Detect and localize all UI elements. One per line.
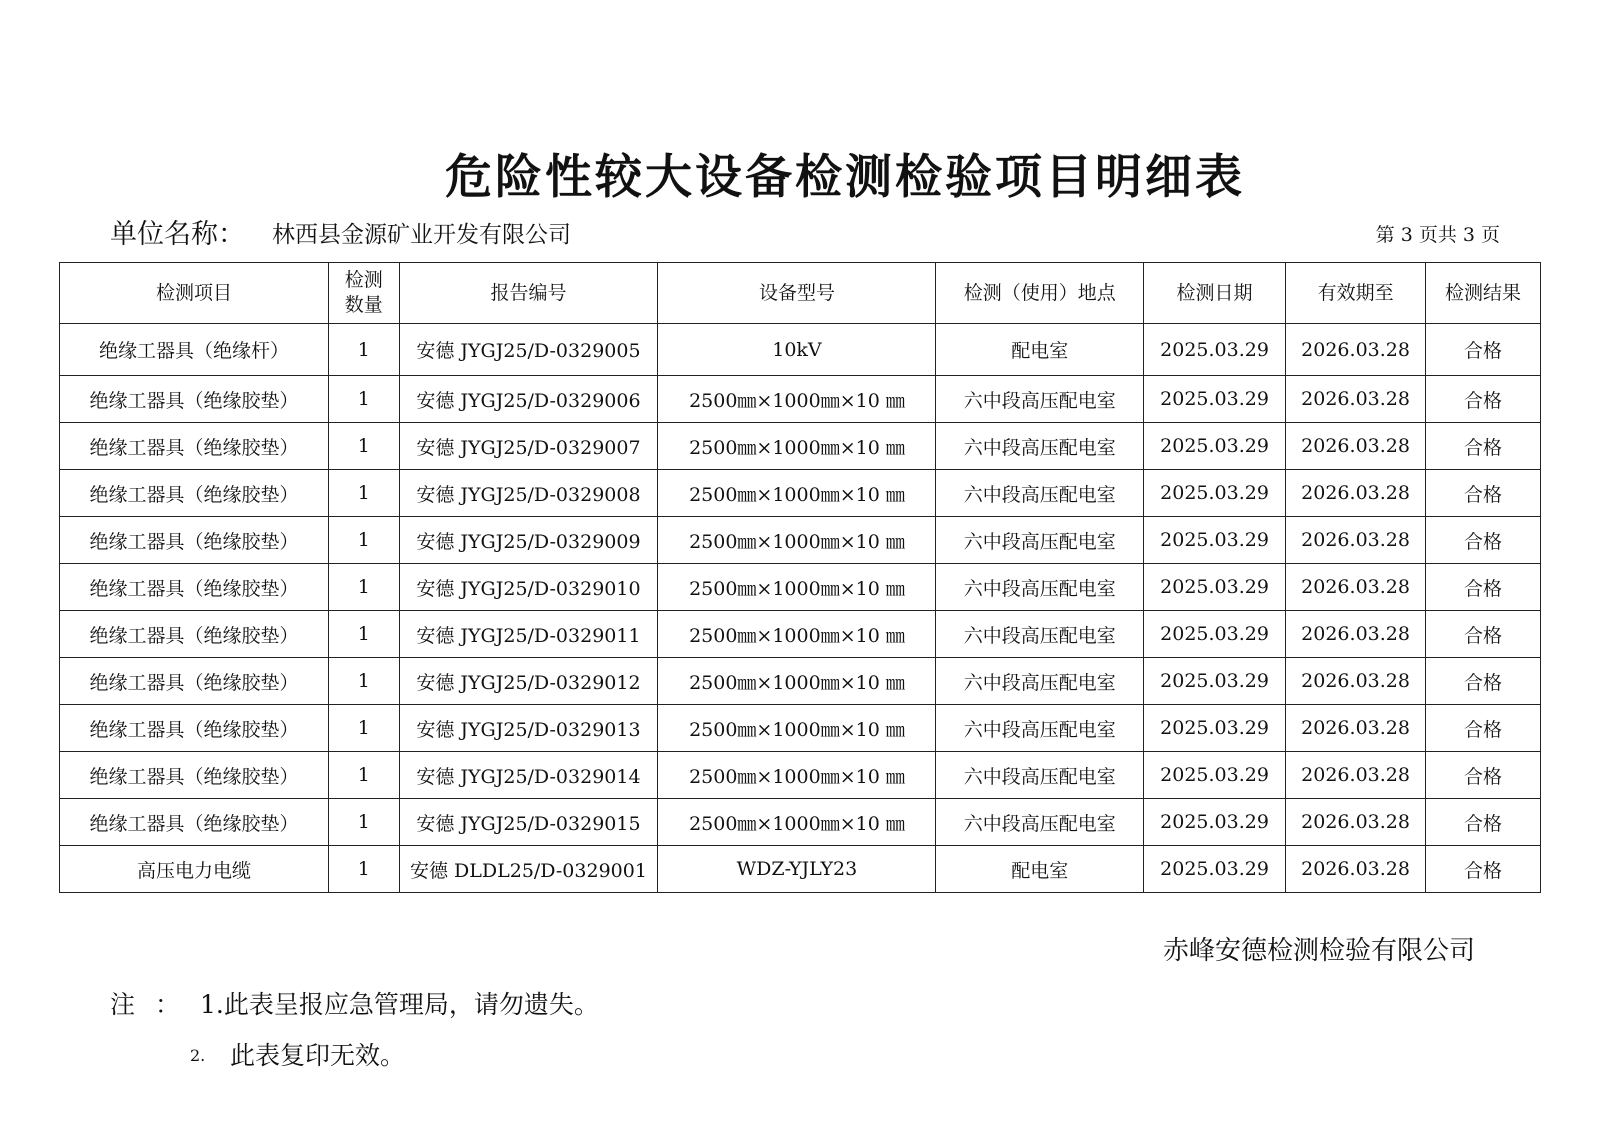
header-result: 检测结果 — [1426, 263, 1541, 324]
table-row — [60, 611, 1541, 658]
table-row — [60, 705, 1541, 752]
cell-valid-until: 2026.03.28 — [1286, 324, 1426, 376]
cell-inspection-item: 绝缘工器具（绝缘胶垫） — [60, 423, 329, 470]
cell-equipment-model: 2500㎜×1000㎜×10 ㎜ — [658, 423, 936, 470]
table-body — [60, 324, 1541, 893]
cell-inspection-date: 2025.03.29 — [1144, 611, 1286, 658]
cell-inspection-date: 2025.03.29 — [1144, 752, 1286, 799]
unit-label: 单位名称： — [110, 219, 245, 250]
cell-inspection-date: 2025.03.29 — [1144, 658, 1286, 705]
cell-inspection-item: 绝缘工器具（绝缘杆） — [60, 324, 329, 376]
cell-inspection-item: 绝缘工器具（绝缘胶垫） — [60, 470, 329, 517]
inspection-detail-table — [59, 262, 1541, 893]
cell-equipment-model: 2500㎜×1000㎜×10 ㎜ — [658, 752, 936, 799]
cell-equipment-model: 2500㎜×1000㎜×10 ㎜ — [658, 799, 936, 846]
table-row — [60, 658, 1541, 705]
cell-valid-until: 2026.03.28 — [1286, 799, 1426, 846]
cell-inspection-date: 2025.03.29 — [1144, 324, 1286, 376]
cell-quantity: 1 — [328, 846, 399, 893]
note-item-2-number: 2. — [190, 1046, 206, 1065]
cell-quantity: 1 — [328, 423, 399, 470]
cell-valid-until: 2026.03.28 — [1286, 846, 1426, 893]
cell-result: 合格 — [1426, 517, 1541, 564]
cell-report-number: 安德 JYGJ25/D-0329006 — [399, 376, 658, 423]
header-location: 检测（使用）地点 — [936, 263, 1144, 324]
table-row — [60, 517, 1541, 564]
cell-location: 配电室 — [936, 846, 1144, 893]
cell-inspection-item: 绝缘工器具（绝缘胶垫） — [60, 705, 329, 752]
cell-valid-until: 2026.03.28 — [1286, 423, 1426, 470]
table-row — [60, 752, 1541, 799]
cell-location: 六中段高压配电室 — [936, 705, 1144, 752]
cell-location: 六中段高压配电室 — [936, 376, 1144, 423]
cell-report-number: 安德 JYGJ25/D-0329013 — [399, 705, 658, 752]
cell-inspection-date: 2025.03.29 — [1144, 846, 1286, 893]
cell-inspection-item: 高压电力电缆 — [60, 846, 329, 893]
cell-quantity: 1 — [328, 611, 399, 658]
cell-equipment-model: 2500㎜×1000㎜×10 ㎜ — [658, 564, 936, 611]
cell-inspection-item: 绝缘工器具（绝缘胶垫） — [60, 611, 329, 658]
cell-equipment-model: WDZ-YJLY23 — [658, 846, 936, 893]
cell-report-number: 安德 JYGJ25/D-0329010 — [399, 564, 658, 611]
cell-quantity: 1 — [328, 799, 399, 846]
cell-valid-until: 2026.03.28 — [1286, 752, 1426, 799]
cell-location: 六中段高压配电室 — [936, 752, 1144, 799]
cell-result: 合格 — [1426, 705, 1541, 752]
table-row — [60, 564, 1541, 611]
cell-result: 合格 — [1426, 799, 1541, 846]
cell-inspection-item: 绝缘工器具（绝缘胶垫） — [60, 564, 329, 611]
cell-result: 合格 — [1426, 658, 1541, 705]
table-row — [60, 470, 1541, 517]
page-info: 第 3 页共 3 页 — [1375, 224, 1500, 246]
cell-inspection-date: 2025.03.29 — [1144, 470, 1286, 517]
cell-equipment-model: 2500㎜×1000㎜×10 ㎜ — [658, 470, 936, 517]
cell-valid-until: 2026.03.28 — [1286, 611, 1426, 658]
cell-equipment-model: 2500㎜×1000㎜×10 ㎜ — [658, 658, 936, 705]
cell-quantity: 1 — [328, 752, 399, 799]
inspection-company: 赤峰安德检测检验有限公司 — [1162, 936, 1475, 966]
note-item-2: 此表复印无效。 — [230, 1041, 406, 1070]
cell-report-number: 安德 JYGJ25/D-0329012 — [399, 658, 658, 705]
cell-location: 六中段高压配电室 — [936, 611, 1144, 658]
document-title: 危险性较大设备检测检验项目明细表 — [445, 150, 1245, 205]
cell-inspection-date: 2025.03.29 — [1144, 564, 1286, 611]
cell-valid-until: 2026.03.28 — [1286, 564, 1426, 611]
header-inspection-date: 检测日期 — [1144, 263, 1286, 324]
cell-report-number: 安德 JYGJ25/D-0329009 — [399, 517, 658, 564]
cell-location: 六中段高压配电室 — [936, 658, 1144, 705]
cell-inspection-date: 2025.03.29 — [1144, 517, 1286, 564]
cell-inspection-item: 绝缘工器具（绝缘胶垫） — [60, 658, 329, 705]
table-row — [60, 423, 1541, 470]
cell-location: 六中段高压配电室 — [936, 564, 1144, 611]
cell-valid-until: 2026.03.28 — [1286, 470, 1426, 517]
cell-quantity: 1 — [328, 517, 399, 564]
cell-inspection-date: 2025.03.29 — [1144, 799, 1286, 846]
cell-inspection-date: 2025.03.29 — [1144, 705, 1286, 752]
cell-inspection-date: 2025.03.29 — [1144, 376, 1286, 423]
table-row — [60, 324, 1541, 376]
cell-equipment-model: 10kV — [658, 324, 936, 376]
cell-quantity: 1 — [328, 658, 399, 705]
notes-label: 注 ： — [110, 990, 186, 1019]
cell-valid-until: 2026.03.28 — [1286, 517, 1426, 564]
table-row — [60, 799, 1541, 846]
cell-valid-until: 2026.03.28 — [1286, 705, 1426, 752]
unit-name: 林西县金源矿业开发有限公司 — [272, 222, 571, 248]
cell-equipment-model: 2500㎜×1000㎜×10 ㎜ — [658, 705, 936, 752]
cell-inspection-item: 绝缘工器具（绝缘胶垫） — [60, 376, 329, 423]
cell-location: 六中段高压配电室 — [936, 470, 1144, 517]
cell-report-number: 安德 DLDL25/D-0329001 — [399, 846, 658, 893]
cell-report-number: 安德 JYGJ25/D-0329014 — [399, 752, 658, 799]
cell-inspection-item: 绝缘工器具（绝缘胶垫） — [60, 799, 329, 846]
cell-result: 合格 — [1426, 423, 1541, 470]
cell-location: 六中段高压配电室 — [936, 517, 1144, 564]
cell-equipment-model: 2500㎜×1000㎜×10 ㎜ — [658, 611, 936, 658]
table-row — [60, 376, 1541, 423]
cell-report-number: 安德 JYGJ25/D-0329007 — [399, 423, 658, 470]
cell-equipment-model: 2500㎜×1000㎜×10 ㎜ — [658, 376, 936, 423]
header-quantity-label: 检测数量 — [344, 269, 383, 316]
table-header-row — [60, 263, 1541, 324]
cell-result: 合格 — [1426, 611, 1541, 658]
cell-result: 合格 — [1426, 564, 1541, 611]
note-item-1: 1.此表呈报应急管理局，请勿遗失。 — [200, 990, 599, 1019]
cell-result: 合格 — [1426, 324, 1541, 376]
unit-info-row — [110, 212, 1500, 252]
cell-report-number: 安德 JYGJ25/D-0329015 — [399, 799, 658, 846]
cell-quantity: 1 — [328, 376, 399, 423]
header-inspection-item: 检测项目 — [60, 263, 329, 324]
cell-quantity: 1 — [328, 564, 399, 611]
cell-inspection-item: 绝缘工器具（绝缘胶垫） — [60, 752, 329, 799]
cell-quantity: 1 — [328, 470, 399, 517]
cell-inspection-date: 2025.03.29 — [1144, 423, 1286, 470]
table-row — [60, 846, 1541, 893]
cell-result: 合格 — [1426, 846, 1541, 893]
cell-report-number: 安德 JYGJ25/D-0329011 — [399, 611, 658, 658]
header-report-number: 报告编号 — [399, 263, 658, 324]
cell-report-number: 安德 JYGJ25/D-0329005 — [399, 324, 658, 376]
cell-equipment-model: 2500㎜×1000㎜×10 ㎜ — [658, 517, 936, 564]
cell-location: 配电室 — [936, 324, 1144, 376]
cell-quantity: 1 — [328, 324, 399, 376]
cell-result: 合格 — [1426, 752, 1541, 799]
cell-valid-until: 2026.03.28 — [1286, 658, 1426, 705]
cell-result: 合格 — [1426, 470, 1541, 517]
cell-location: 六中段高压配电室 — [936, 799, 1144, 846]
header-equipment-model: 设备型号 — [658, 263, 936, 324]
cell-inspection-item: 绝缘工器具（绝缘胶垫） — [60, 517, 329, 564]
cell-location: 六中段高压配电室 — [936, 423, 1144, 470]
cell-result: 合格 — [1426, 376, 1541, 423]
header-valid-until: 有效期至 — [1286, 263, 1426, 324]
header-quantity — [328, 263, 399, 324]
cell-valid-until: 2026.03.28 — [1286, 376, 1426, 423]
cell-report-number: 安德 JYGJ25/D-0329008 — [399, 470, 658, 517]
cell-quantity: 1 — [328, 705, 399, 752]
